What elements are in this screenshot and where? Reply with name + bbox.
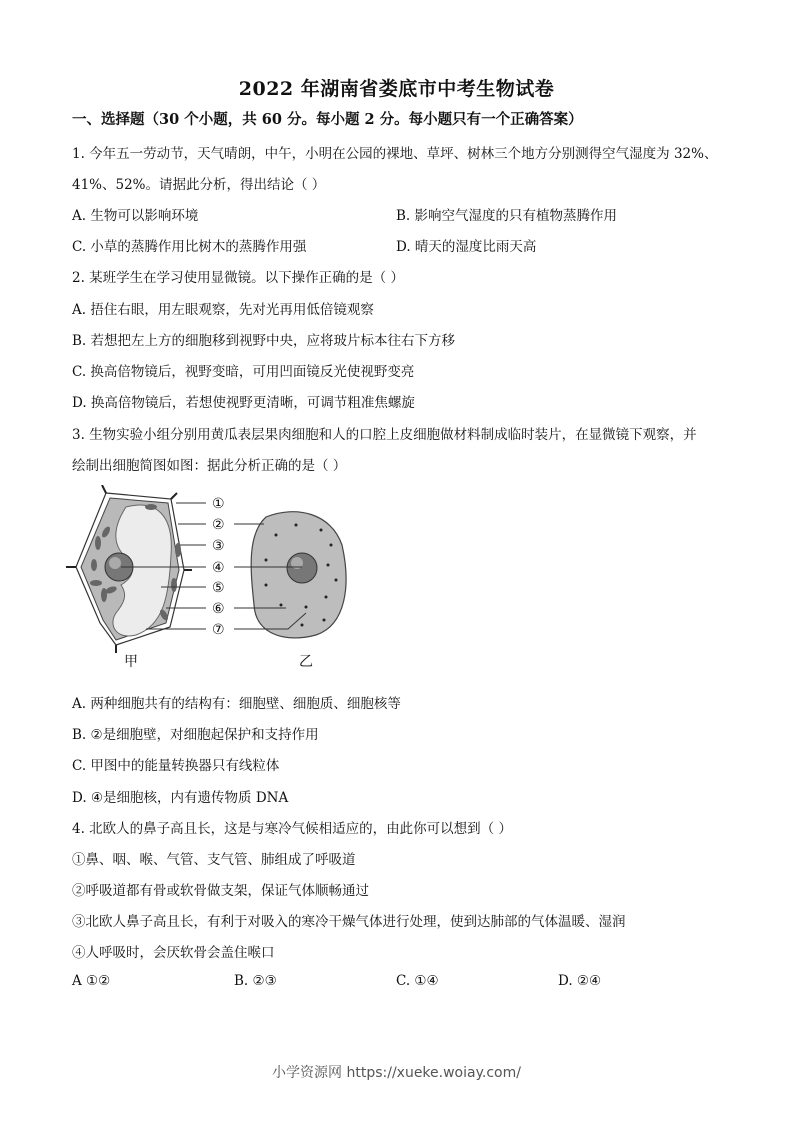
q4-statement-2: ②呼吸道都有骨或软骨做支架，保证气体顺畅通过 <box>72 883 369 899</box>
label-7: ⑦ <box>212 622 225 638</box>
q2-stem: 2. 某班学生在学习使用显微镜。以下操作正确的是（ ） <box>72 270 404 286</box>
footer-watermark: 小学资源网 https://xueke.woiay.com/ <box>272 1065 521 1081</box>
q3-stem-line-1: 3. 生物实验小组分别用黄瓜表层果肉细胞和人的口腔上皮细胞做材料制成临时装片，在显微镜下观察，并 <box>72 427 697 443</box>
q3-option-d: D. ④是细胞核，内有遗传物质 DNA <box>72 790 289 806</box>
q1-stem-line-2: 41%、52%。请据此分析，得出结论（ ） <box>72 177 326 193</box>
q2-option-c: C. 换高倍物镜后，视野变暗，可用凹面镜反光使视野变亮 <box>72 364 415 380</box>
q4-option-b: B. ②③ <box>234 973 277 989</box>
q2-option-d: D. 换高倍物镜后，若想使视野更清晰，可调节粗准焦螺旋 <box>72 395 415 411</box>
q3-option-b: B. ②是细胞壁，对细胞起保护和支持作用 <box>72 727 319 743</box>
q1-option-c: C. 小草的蒸腾作用比树木的蒸腾作用强 <box>72 239 307 255</box>
q2-option-a: A. 捂住右眼，用左眼观察，先对光再用低倍镜观察 <box>72 302 374 318</box>
section-heading: 一、选择题（30 个小题，共 60 分。每小题 2 分。每小题只有一个正确答案） <box>72 111 583 128</box>
page-title: 2022 年湖南省娄底市中考生物试卷 <box>238 78 555 100</box>
q4-statement-3: ③北欧人鼻子高且长，有利于对吸入的寒冷干燥气体进行处理，使到达肺部的气体温暖、湿润 <box>72 914 626 930</box>
label-4: ④ <box>212 560 225 576</box>
q4-option-a: A ①② <box>72 973 111 989</box>
q4-statement-1: ①鼻、咽、喉、气管、支气管、肺组成了呼吸道 <box>72 852 356 868</box>
q1-option-d: D. 晴天的湿度比雨天高 <box>396 239 537 255</box>
q4-statement-4: ④人呼吸时，会厌软骨会盖住喉口 <box>72 945 275 961</box>
label-2: ② <box>212 517 225 533</box>
q1-stem-line-1: 1. 今年五一劳动节，天气晴朗，中午，小明在公园的裸地、草坪、树林三个地方分别测得空气湿度为 32%、 <box>72 146 718 162</box>
label-1: ① <box>212 496 225 512</box>
cell-diagram <box>66 485 366 675</box>
cell-diagram-svg <box>66 485 366 675</box>
label-5: ⑤ <box>212 580 225 596</box>
q4-option-d: D. ②④ <box>558 973 602 989</box>
q4-stem: 4. 北欧人的鼻子高且长，这是与寒冷气候相适应的，由此你可以想到（ ） <box>72 821 512 837</box>
q3-stem-line-2: 绘制出细胞简图如图：据此分析正确的是（ ） <box>72 458 347 474</box>
q2-option-b: B. 若想把左上方的细胞移到视野中央，应将玻片标本往右下方移 <box>72 333 456 349</box>
caption-left: 甲 <box>124 654 138 670</box>
caption-right: 乙 <box>299 654 313 670</box>
q1-option-b: B. 影响空气湿度的只有植物蒸腾作用 <box>396 208 618 224</box>
plant-cell-icon <box>66 485 192 653</box>
q4-option-c: C. ①④ <box>396 973 439 989</box>
label-6: ⑥ <box>212 601 225 617</box>
label-3: ③ <box>212 538 225 554</box>
q1-option-a: A. 生物可以影响环境 <box>72 208 199 224</box>
q3-option-a: A. 两种细胞共有的结构有：细胞壁、细胞质、细胞核等 <box>72 696 401 712</box>
q3-option-c: C. 甲图中的能量转换器只有线粒体 <box>72 758 280 774</box>
